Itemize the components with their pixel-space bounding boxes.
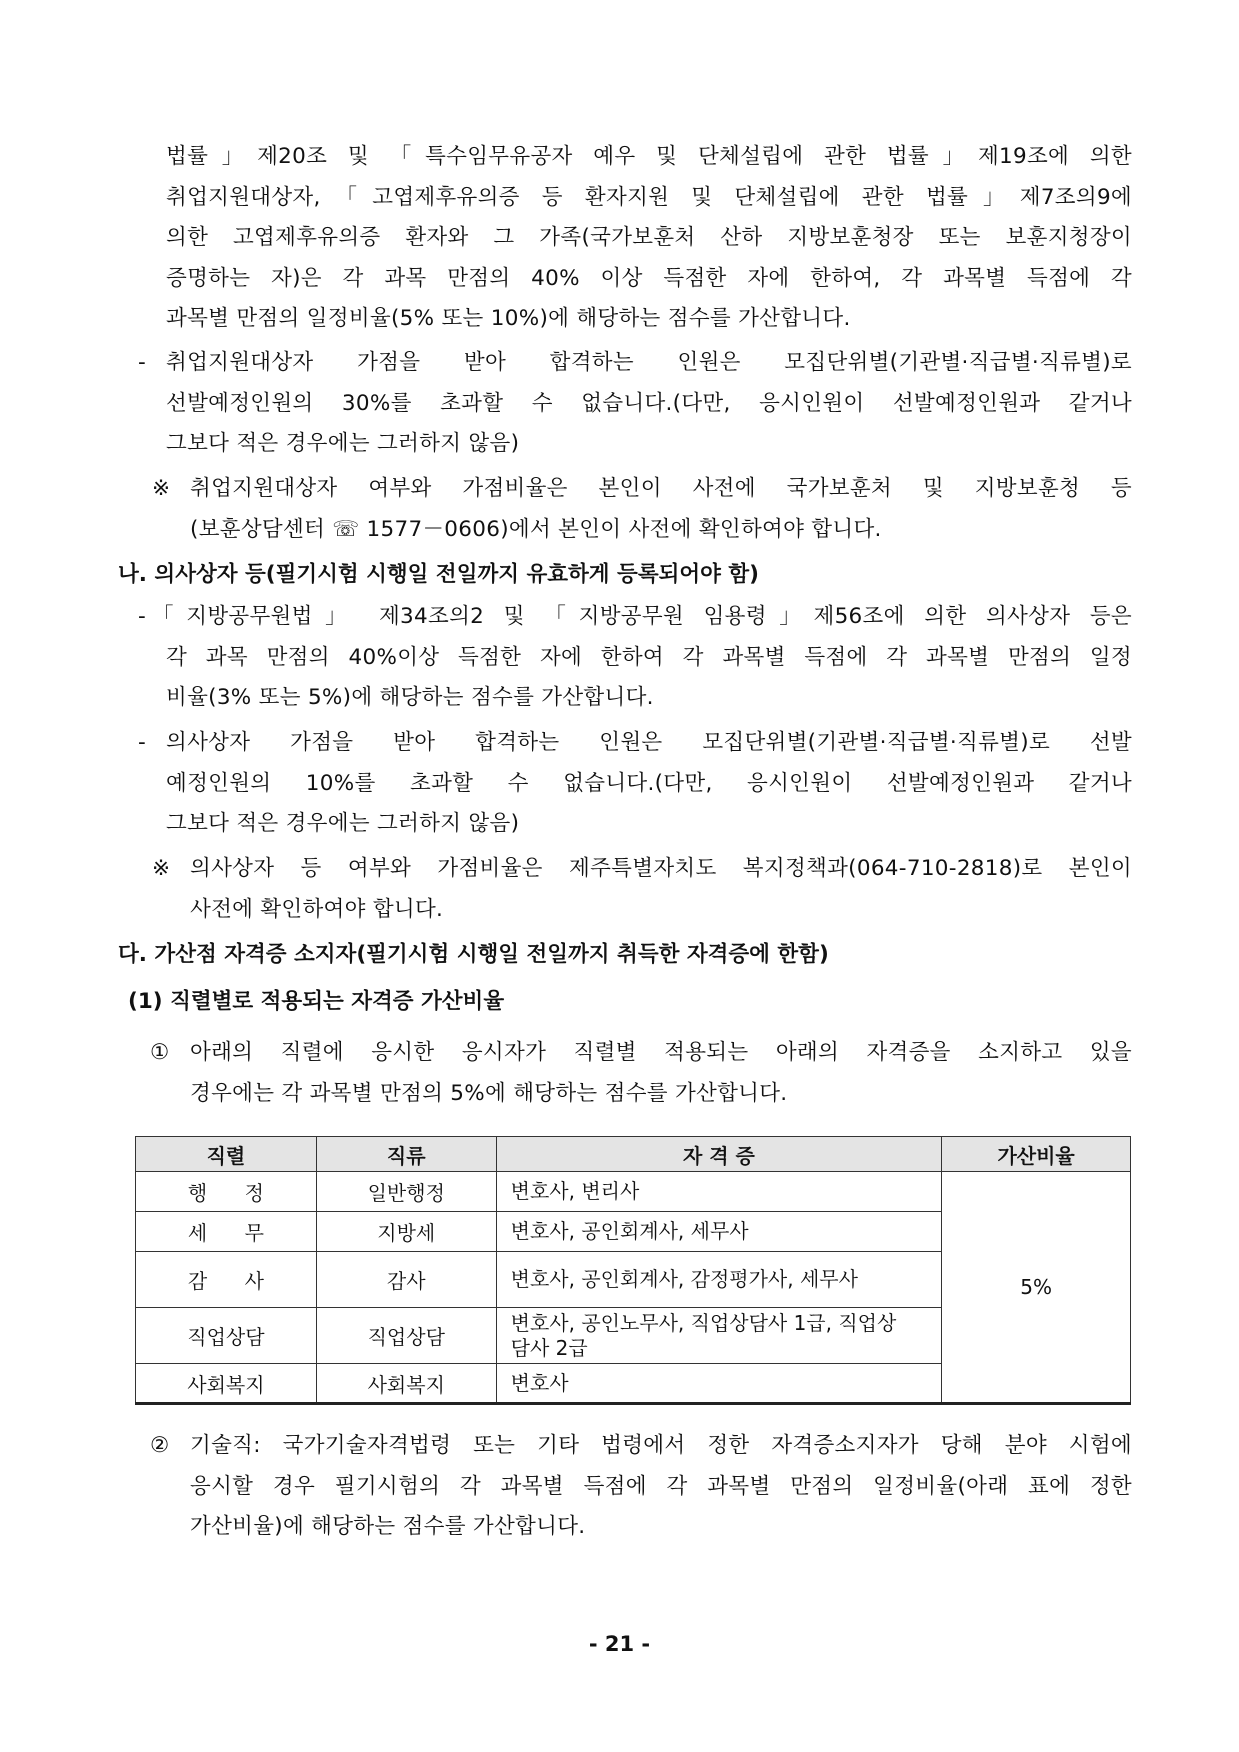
bullet-righteous-persons-cont	[166, 638, 1132, 719]
text-line: 의사상자 가점을 받아 합격하는 인원은 모집단위별(기관별·직급별·직류별)로 선발	[166, 730, 1132, 755]
text-line: 의한 고엽제후유의증 환자와 그 가족(국가보훈처 산하 지방보훈청장 또는 보훈지청장이	[166, 225, 1132, 250]
text-line: 의사상자 등 여부와 가점비율은 제주특별자치도 복지정책과(064-710-2818)로 본인이	[190, 856, 1132, 881]
circle-marker: ②	[150, 1433, 170, 1458]
text-line: 예정인원의 10%를 초과할 수 없습니다.(다만, 응시인원이 선발예정인원과 같거나	[166, 770, 1132, 796]
text-line: 증명하는 자)은 각 과목 만점의 40% 이상 득점한 자에 한하여, 각 과목별 득점에 각	[166, 265, 1132, 291]
dash-marker: -	[138, 604, 146, 629]
certificate-cell: 변호사, 공인노무사, 직업상담사 1급, 직업상담사 2급	[496, 1308, 942, 1364]
subsection-heading-1: (1) 직렬별로 적용되는 자격증 가산비율	[128, 989, 505, 1014]
bullet-veterans-limit	[166, 343, 1132, 465]
bullet-righteous-persons	[152, 597, 1132, 638]
text-line: 아래의 직렬에 응시한 응시자가 직렬별 적용되는 아래의 자격증을 소지하고 있을	[190, 1040, 1132, 1065]
kind-cell: 일반행정	[316, 1172, 496, 1212]
rate-cell: 5%	[942, 1172, 1131, 1404]
text-line: 경우에는 각 과목별 만점의 5%에 해당하는 점수를 가산합니다.	[190, 1080, 788, 1106]
certificate-cell: 변호사, 공인회계사, 세무사	[496, 1212, 942, 1252]
kind-cell: 지방세	[316, 1212, 496, 1252]
text-line: 취업지원대상자 가점을 받아 합격하는 인원은 모집단위별(기관별·직급별·직류별)로	[166, 350, 1132, 375]
header-kind: 직류	[316, 1137, 496, 1172]
dash-marker: -	[138, 730, 146, 755]
page-number: - 21 -	[588, 1632, 651, 1656]
text-line: 과목별 만점의 일정비율(5% 또는 10%)에 해당하는 점수를 가산합니다.	[166, 306, 851, 331]
text-line: 법률」제20조 및 「특수임무유공자 예우 및 단체설립에 관한 법률」제19조에 의한	[166, 144, 1132, 169]
series-cell: 세 무	[187, 1221, 264, 1245]
text-line: 각 과목 만점의 40%이상 득점한 자에 한하여 각 과목별 득점에 각 과목별 만점의 일정	[166, 644, 1132, 670]
series-cell: 직업상담	[136, 1308, 317, 1364]
kind-cell: 사회복지	[316, 1364, 496, 1404]
certificate-cell: 변호사	[496, 1364, 942, 1404]
item-certificate-series	[190, 1033, 1132, 1114]
kind-cell: 감사	[316, 1252, 496, 1308]
header-series: 직렬	[136, 1137, 317, 1172]
text-line: 취업지원대상자,「고엽제후유의증 등 환자지원 및 단체설립에 관한 법률」제7조의9에	[166, 184, 1132, 210]
note-marker: ※	[152, 476, 171, 501]
series-cell: 사회복지	[136, 1364, 317, 1404]
text-line: 그보다 적은 경우에는 그러하지 않음)	[166, 811, 520, 836]
text-line: (보훈상담센터 ☏ 1577－0606)에서 본인이 사전에 확인하여야 합니다.	[190, 516, 882, 542]
note-marker: ※	[152, 856, 171, 881]
text-line: 「지방공무원법」 제34조의2 및 「지방공무원 임용령」제56조에 의한 의사상자 등은	[152, 604, 1132, 629]
dash-marker: -	[138, 350, 146, 375]
text-line: 그보다 적은 경우에는 그러하지 않음)	[166, 431, 520, 456]
series-cell: 행 정	[187, 1181, 264, 1205]
circle-marker: ①	[150, 1040, 170, 1065]
kind-cell: 직업상담	[316, 1308, 496, 1364]
note-veterans-inquiry	[190, 469, 1132, 550]
certificate-cell: 변호사, 변리사	[496, 1172, 942, 1212]
text-line: 가산비율)에 해당하는 점수를 가산합니다.	[190, 1514, 586, 1539]
table-row	[136, 1172, 1131, 1212]
bullet-righteous-limit	[166, 723, 1132, 845]
section-heading-na: 나. 의사상자 등(필기시험 시행일 전일까지 유효하게 등록되어야 함)	[118, 562, 759, 587]
table-header-row	[136, 1137, 1131, 1172]
text-line: 비율(3% 또는 5%)에 해당하는 점수를 가산합니다.	[166, 685, 654, 710]
text-line: 응시할 경우 필기시험의 각 과목별 득점에 각 과목별 만점의 일정비율(아래 표에 정한	[190, 1473, 1132, 1499]
section-heading-da: 다. 가산점 자격증 소지자(필기시험 시행일 전일까지 취득한 자격증에 한함)	[118, 942, 829, 967]
header-rate: 가산비율	[942, 1137, 1131, 1172]
item-technical-certificate	[190, 1426, 1132, 1548]
series-cell: 감 사	[187, 1269, 264, 1293]
header-certificate: 자 격 증	[496, 1137, 942, 1172]
certificate-table	[135, 1136, 1131, 1405]
text-line: 선발예정인원의 30%를 초과할 수 없습니다.(다만, 응시인원이 선발예정인원과 같거나	[166, 390, 1132, 416]
text-line: 사전에 확인하여야 합니다.	[190, 896, 444, 922]
text-line: 기술직: 국가기술자격법령 또는 기타 법령에서 정한 자격증소지자가 당해 분야 시험에	[190, 1433, 1132, 1458]
note-righteous-inquiry	[190, 849, 1132, 930]
paragraph-veterans	[166, 137, 1132, 340]
text-line: 취업지원대상자 여부와 가점비율은 본인이 사전에 국가보훈처 및 지방보훈청 등	[190, 476, 1132, 501]
certificate-cell: 변호사, 공인회계사, 감정평가사, 세무사	[496, 1252, 942, 1308]
